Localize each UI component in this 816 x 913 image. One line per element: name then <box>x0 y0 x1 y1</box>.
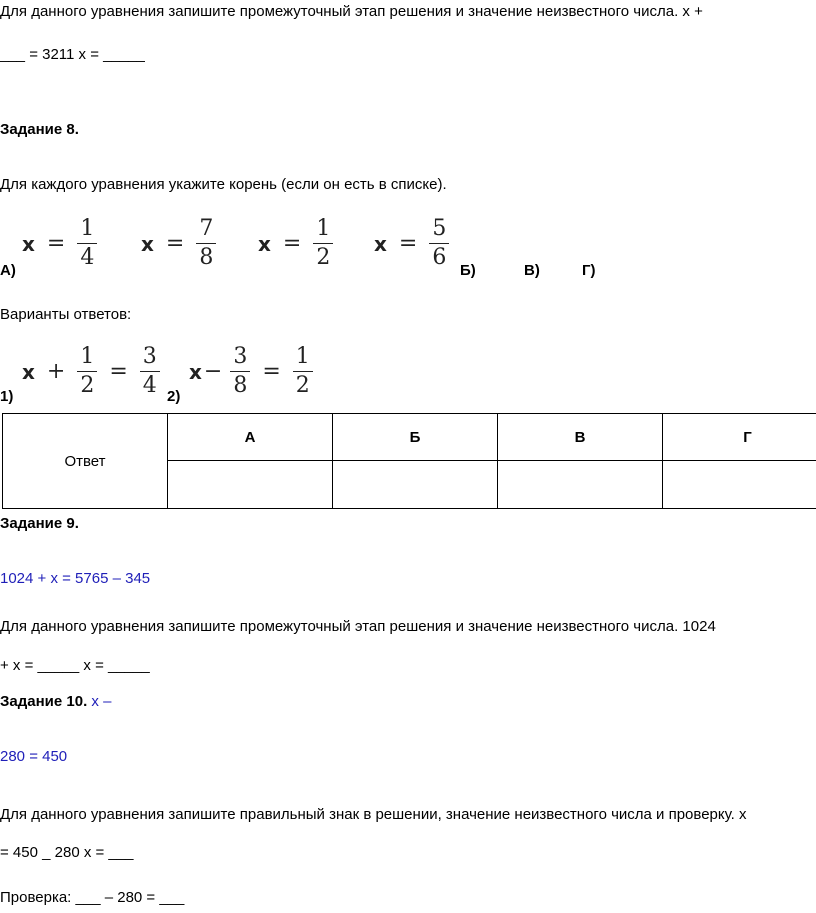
root-a-den: 4 <box>77 243 97 269</box>
root-b-var: x <box>141 231 154 256</box>
root-a-formula <box>22 218 97 269</box>
equation-1-formula <box>22 346 160 397</box>
answer-cell-a[interactable] <box>168 461 333 509</box>
answer-col-v: В <box>498 414 663 461</box>
task10-title: Задание 10. <box>0 693 88 710</box>
eq1-b-den: 4 <box>140 371 160 397</box>
root-a-var: x <box>22 231 35 256</box>
root-v-formula <box>258 218 333 269</box>
root-a-eq: = <box>46 231 66 256</box>
task10-instruction-line-1: Для данного уравнения запишите правильный знак в решении, значение неизвестного числа и проверку. x <box>0 806 747 823</box>
task10-equation-part-1: x – <box>91 693 112 710</box>
eq2-var: x <box>189 359 202 384</box>
task10-heading <box>0 692 111 712</box>
answer-col-b: Б <box>333 414 498 461</box>
eq2-fraction-b <box>293 346 313 397</box>
root-b-eq: = <box>165 231 185 256</box>
eq1-fraction-b <box>140 346 160 397</box>
root-v-label: В) <box>524 262 540 279</box>
root-v-num: 1 <box>316 216 331 241</box>
root-g-num: 5 <box>432 216 447 241</box>
task9-instruction-line-1: Для данного уравнения запишите промежуточный этап решения и значение неизвестного числа. 1024 <box>0 618 716 635</box>
eq1-op: + <box>46 359 66 384</box>
answer-col-g: Г <box>663 414 816 461</box>
equation-2-formula <box>189 346 313 397</box>
eq1-b-num: 3 <box>142 344 157 369</box>
root-b-den: 8 <box>196 243 216 269</box>
task10-equation-part-2: 280 = 450 <box>0 748 68 765</box>
variants-label: Варианты ответов: <box>0 306 132 323</box>
root-a-num: 1 <box>80 216 95 241</box>
answer-cell-v[interactable] <box>498 461 663 509</box>
eq1-a-den: 2 <box>77 371 97 397</box>
root-b-fraction <box>196 218 216 269</box>
root-a-label: А) <box>0 262 16 279</box>
root-g-eq: = <box>398 231 418 256</box>
root-v-var: x <box>258 231 271 256</box>
root-g-den: 6 <box>429 243 449 269</box>
answer-row-label: Ответ <box>3 414 168 509</box>
task9-title: Задание 9. <box>0 515 79 532</box>
root-a-fraction <box>77 218 97 269</box>
eq2-op: − <box>203 359 223 384</box>
eq1-fraction-a <box>77 346 97 397</box>
task8-title: Задание 8. <box>0 121 79 138</box>
root-g-formula <box>374 218 449 269</box>
intro-line-2: ___ = 3211 x = _____ <box>0 46 145 63</box>
root-b-formula <box>141 218 216 269</box>
root-g-label: Г) <box>582 262 596 279</box>
task9-instruction-line-2: + x = _____ x = _____ <box>0 657 150 674</box>
intro-line-1: Для данного уравнения запишите промежуточный этап решения и значение неизвестного числа. x + <box>0 3 703 20</box>
answer-col-a: А <box>168 414 333 461</box>
root-g-var: x <box>374 231 387 256</box>
eq1-var: x <box>22 359 35 384</box>
eq2-a-den: 8 <box>230 371 250 397</box>
eq2-a-num: 3 <box>233 344 248 369</box>
eq1-eq: = <box>109 359 128 384</box>
root-v-fraction <box>313 218 333 269</box>
task8-instruction: Для каждого уравнения укажите корень (если он есть в списке). <box>0 176 447 193</box>
eq2-b-num: 1 <box>295 344 310 369</box>
task10-check: Проверка: ___ – 280 = ___ <box>0 889 185 906</box>
eq2-b-den: 2 <box>293 371 313 397</box>
root-b-label: Б) <box>460 262 476 279</box>
answer-table <box>2 413 816 509</box>
task10-instruction-line-2: = 450 _ 280 x = ___ <box>0 844 134 861</box>
root-g-fraction <box>429 218 449 269</box>
answer-cell-b[interactable] <box>333 461 498 509</box>
eq1-a-num: 1 <box>80 344 95 369</box>
answer-cell-g[interactable] <box>663 461 816 509</box>
root-v-den: 2 <box>313 243 333 269</box>
equation-2-label: 2) <box>167 388 181 405</box>
eq2-eq: = <box>262 359 281 384</box>
root-v-eq: = <box>282 231 302 256</box>
root-b-num: 7 <box>199 216 214 241</box>
eq2-fraction-a <box>230 346 250 397</box>
equation-1-label: 1) <box>0 388 14 405</box>
task9-equation: 1024 + x = 5765 – 345 <box>0 570 151 587</box>
